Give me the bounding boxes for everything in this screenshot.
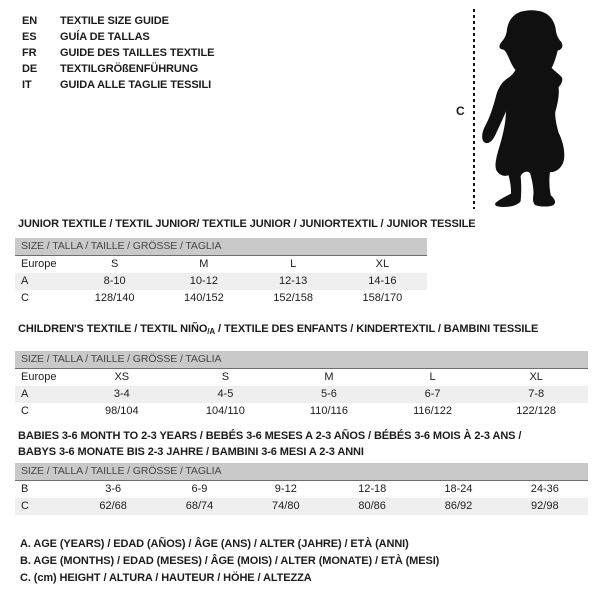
size-cell: 14-16 — [368, 275, 397, 287]
legend-block — [20, 536, 439, 587]
size-cell: 3-6 — [105, 483, 122, 495]
language-row — [22, 45, 214, 61]
size-header-bar: SIZE / TALLA / TAILLE / GRÖSSE / TAGLIA — [15, 463, 588, 481]
table-title-post: / TEXTILE DES ENFANTS / KINDERTEXTIL / BAMBINI TESSILE — [215, 323, 539, 335]
table-row — [15, 403, 588, 420]
row-label: C — [21, 405, 29, 417]
row-label: A — [21, 275, 29, 287]
table-title-pre: CHILDREN'S TEXTILE / TEXTIL NIÑO — [18, 323, 208, 335]
table-row — [15, 256, 427, 273]
size-cell: 80/86 — [358, 500, 386, 512]
size-cell: 12-13 — [279, 275, 308, 287]
language-code: FR — [22, 47, 37, 59]
table-row — [15, 290, 427, 307]
language-code: ES — [22, 31, 37, 43]
table-title — [15, 323, 588, 338]
size-cell: 7-8 — [528, 388, 545, 400]
table-row — [15, 481, 588, 498]
size-cell: 6-7 — [424, 388, 441, 400]
size-cell: 128/140 — [94, 292, 135, 304]
size-cell: 5-6 — [321, 388, 337, 400]
row-label: Europe — [21, 258, 57, 270]
size-cell: 110/116 — [309, 405, 349, 417]
table-row — [15, 369, 588, 386]
language-title: TEXTILGRÖßENFÜHRUNG — [60, 63, 199, 75]
babies-table — [15, 428, 588, 515]
size-cell: XS — [114, 371, 130, 383]
table-title-subscript: /A — [207, 327, 216, 336]
language-row — [22, 29, 214, 45]
language-row — [22, 77, 214, 93]
language-title-block — [22, 13, 214, 93]
legend-line-b: B. AGE (MONTHS) / EDAD (MESES) / ÂGE (MOIS) / ALTER (MONATE) / ETÀ (MESI) — [20, 555, 440, 567]
baby-silhouette — [480, 9, 575, 207]
size-cell: 140/152 — [183, 292, 224, 304]
language-code: DE — [22, 63, 38, 75]
size-cell: 6-9 — [191, 483, 208, 495]
size-cell: L — [429, 371, 436, 383]
language-title: GUÍA DE TALLAS — [60, 31, 150, 43]
size-cell: 10-12 — [189, 275, 218, 287]
size-cell: 116/122 — [413, 405, 453, 417]
size-header-bar: SIZE / TALLA / TAILLE / GRÖSSE / TAGLIA — [15, 238, 427, 256]
size-cell: XL — [529, 371, 543, 383]
row-label: A — [21, 388, 29, 400]
language-code: EN — [22, 15, 38, 27]
size-cell: M — [199, 258, 209, 270]
row-label: B — [21, 483, 29, 495]
size-cell: 9-12 — [274, 483, 297, 495]
size-cell: 3-4 — [113, 388, 130, 400]
size-cell: 152/158 — [273, 292, 313, 304]
table-title-line1: BABIES 3-6 MONTH TO 2-3 YEARS / BEBÉS 3-6 MESES A 2-3 AÑOS / BÉBÉS 3-6 MOIS À 2-3 ANS / — [18, 430, 522, 442]
size-cell: XL — [375, 258, 390, 270]
size-cell: 104/110 — [205, 405, 245, 417]
language-code: IT — [22, 79, 32, 91]
size-cell: 12-18 — [358, 483, 387, 495]
legend-line-c: C. (cm) HEIGHT / ALTURA / HAUTEUR / HÖHE / ALTEZZA — [20, 572, 312, 584]
table-title — [15, 428, 588, 460]
size-cell: 18-24 — [444, 483, 473, 495]
legend-line-a: A. AGE (YEARS) / EDAD (AÑOS) / ÂGE (ANS) / ALTER (JAHRE) / ETÀ (ANNI) — [20, 538, 409, 550]
size-cell: M — [324, 371, 334, 383]
table-row — [15, 273, 427, 290]
row-label: Europe — [21, 371, 57, 383]
size-cell: 62/68 — [99, 500, 127, 512]
row-label: C — [21, 292, 29, 304]
size-cell: 68/74 — [185, 500, 214, 512]
size-cell: 74/80 — [272, 500, 300, 512]
children-table — [15, 323, 588, 420]
size-cell: 8-10 — [103, 275, 126, 287]
size-cell: 86/92 — [444, 500, 473, 512]
table-title: JUNIOR TEXTILE / TEXTIL JUNIOR/ TEXTILE JUNIOR / JUNIORTEXTIL / JUNIOR TESSILE — [18, 218, 476, 230]
junior-table — [15, 218, 476, 307]
size-cell: S — [221, 371, 230, 383]
size-cell: S — [110, 258, 119, 270]
size-cell: 4-5 — [217, 388, 234, 400]
height-measure-dashed-line — [473, 9, 475, 209]
language-title: GUIDE DES TAILLES TEXTILE — [60, 47, 215, 59]
language-row — [22, 13, 214, 29]
size-cell: 122/128 — [516, 405, 557, 417]
language-title: TEXTILE SIZE GUIDE — [60, 15, 169, 27]
language-row — [22, 61, 214, 77]
size-cell: L — [290, 258, 297, 270]
size-cell: 158/170 — [362, 292, 403, 304]
row-label: C — [21, 500, 29, 512]
height-label-c: C — [456, 104, 465, 118]
table-row — [15, 498, 588, 515]
size-cell: 92/98 — [531, 500, 559, 512]
size-header-bar: SIZE / TALLA / TAILLE / GRÖSSE / TAGLIA — [15, 351, 588, 369]
size-cell: 24-36 — [530, 483, 559, 495]
table-row — [15, 386, 588, 403]
language-title: GUIDA ALLE TAGLIE TESSILI — [60, 79, 212, 91]
table-title-line2: BABYS 3-6 MONATE BIS 2-3 JAHRE / BAMBINI 3-6 MESI A 2-3 ANNI — [18, 446, 364, 458]
size-cell: 98/104 — [104, 405, 139, 417]
